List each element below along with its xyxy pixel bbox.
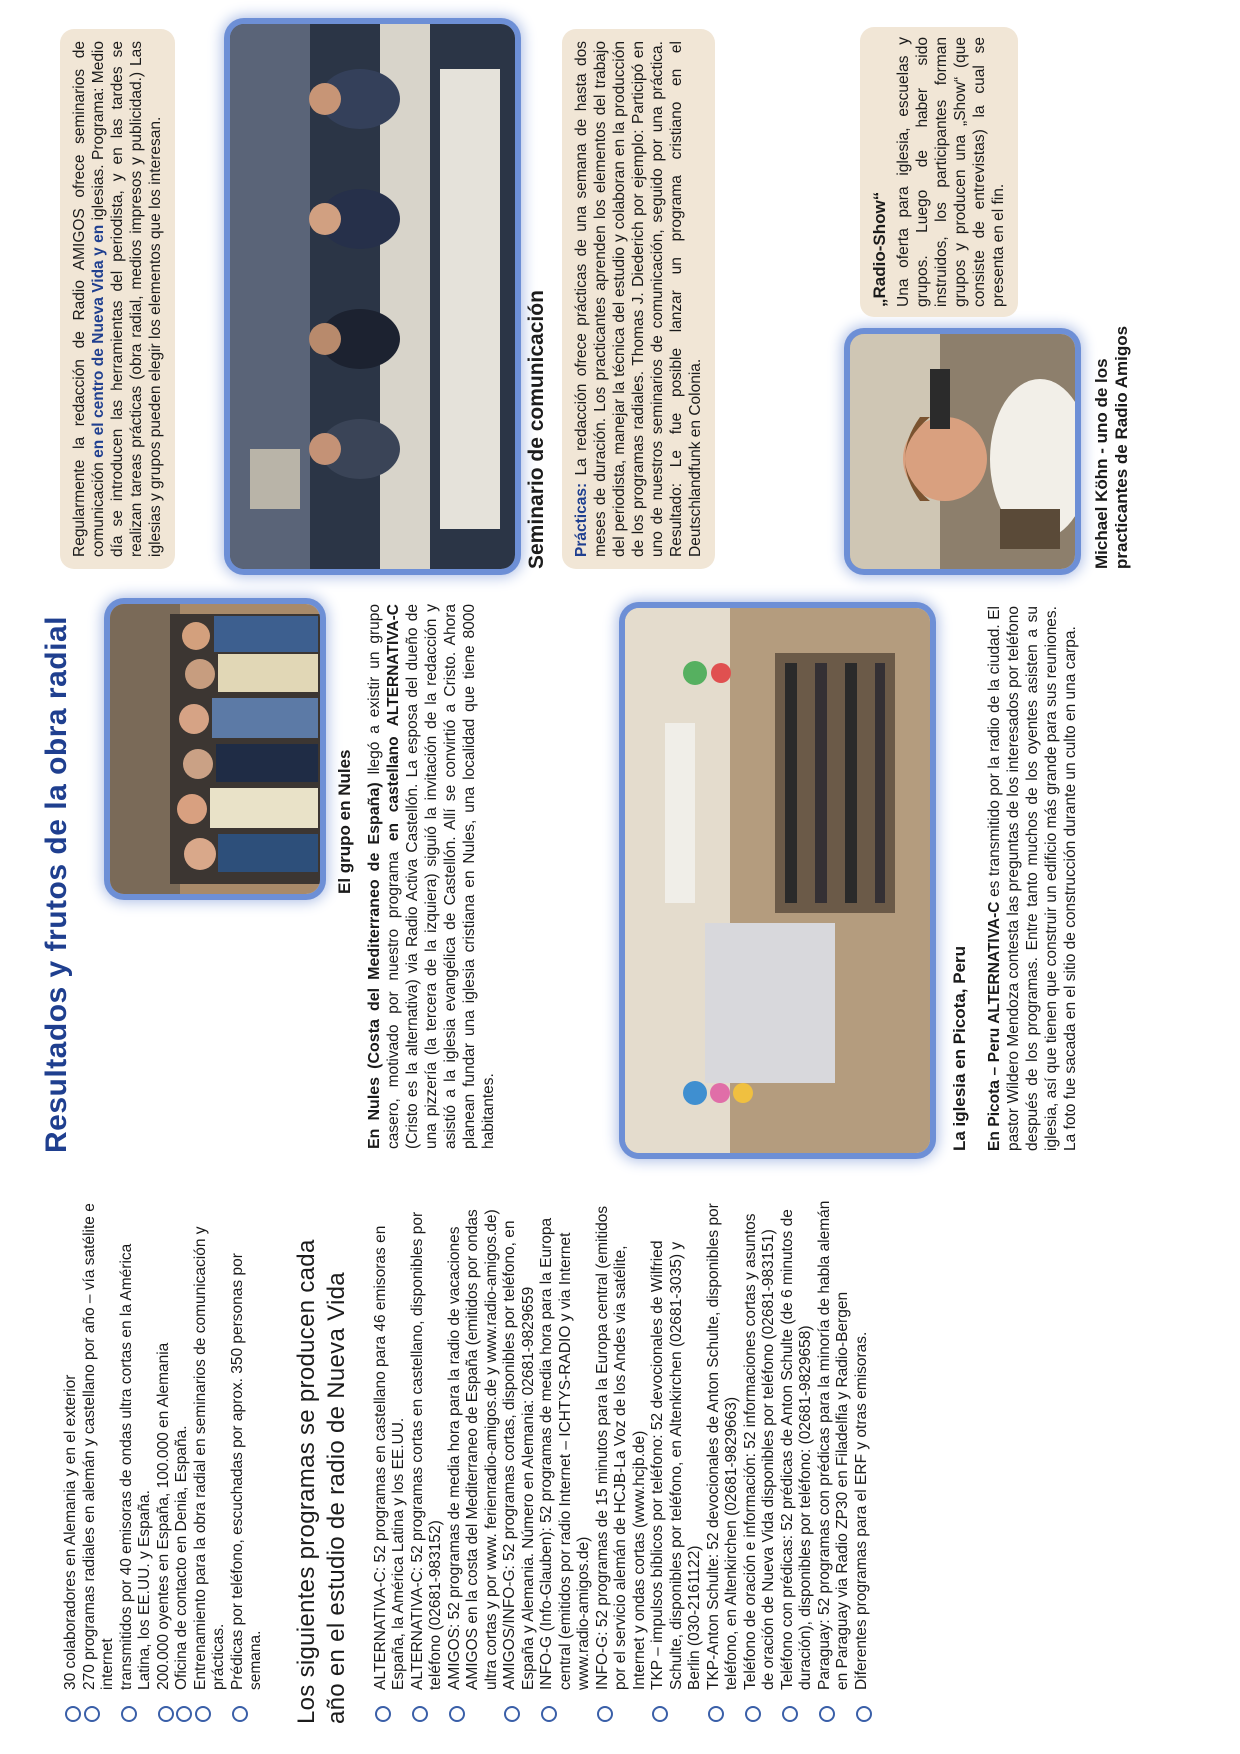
list-item: Teléfono con prédicas: 52 prédicas de Anton Schulte (de 6 minutos de duración), disponibles por teléfono: (02681-9829658) bbox=[779, 1199, 816, 1724]
bullet-circle-icon bbox=[84, 1706, 100, 1722]
group-photo-image bbox=[110, 604, 320, 894]
nules-paragraph: En Nules (Costa del Mediterraneo de España) llegó a existir un grupo casero, motivado por nuestro programa en castellano ALTERNATIVA-C (Cristo es la alternativa) via Radio Activa Castellón. La esposa del dueño de una pizzería (la tercera de la izquiera) siguió la invitación de la redacción y asistió a la iglesia evangélica de Castellón. Allí se convirtió a Cristo. Ahora planean fundar una iglesia cristiana en Nules, una localidad que tiene 8000 habitantes. bbox=[366, 603, 497, 1149]
radio-show-text: Una oferta para iglesia, escuelas y grupos. Luego de haber sido instruidos, los participantes forman grupos y producen una „Show“ (que consiste de entrevistas) la cual se presenta en el fin. bbox=[895, 37, 1007, 307]
list-item: INFO-G: 52 programas de 15 minutos para la Europa central (emitidos por el servicio alemán de HCJB-La Voz de los Andes via satélite, Internet y ondas cortas (www.hcjb.de) bbox=[594, 1199, 650, 1724]
bullet-circle-icon bbox=[232, 1706, 248, 1722]
bullet-circle-icon bbox=[541, 1706, 557, 1722]
seminar-heading: Seminario de comunicación bbox=[525, 290, 548, 569]
list-item: Paraguay: 52 programas con prédicas para la minoría de habla alemán en Paraguay via Radio ZP30 en Filadelfia y Radio-Bergen bbox=[816, 1199, 853, 1724]
list-item: Entrenamiento para la obra radial en seminarios de comunicación y prácticas. bbox=[192, 1199, 229, 1724]
bullet-circle-icon bbox=[504, 1706, 520, 1722]
picota-church-photo bbox=[625, 608, 930, 1153]
picota-caption: La iglesia en Picota, Peru bbox=[950, 945, 969, 1151]
list-item: TKP-Anton Schulte: 52 devocionales de Anton Schulte, disponibles por teléfono, en Altenkirchen (02681-9829663) bbox=[705, 1199, 742, 1724]
list-item: transmitidos por 40 emisoras de ondas ultra cortas en la América Latina, los EE.UU. y España. bbox=[118, 1199, 155, 1724]
bullet-circle-icon bbox=[65, 1706, 81, 1722]
practicas-box: Prácticas: La redacción ofrece prácticas de una semana de hasta dos meses de duración. Los practicantes aprenden los elementos del trabajo del periodista, manejar la técnica del estudio y colaboran en la producción de los programas radiales. Thomas J. Diederich por ejemplo: Participó en uno de nuestros seminarios de comunicación, seguido por una práctica. Resultado: Le fue posible lanzar un programa cristiano en el Deutschlandfunk en Colonia. bbox=[562, 29, 715, 569]
radio-show-box bbox=[860, 27, 1018, 317]
list-item: Diferentes programas para el ERF y otras emisoras. bbox=[853, 1199, 872, 1724]
bullet-circle-icon bbox=[597, 1706, 613, 1722]
bullet-circle-icon bbox=[195, 1706, 211, 1722]
page-title: Resultados y frutos de la obra radial bbox=[40, 616, 73, 1153]
michael-kohn-photo bbox=[850, 334, 1075, 569]
programs-list bbox=[372, 1199, 872, 1724]
seminar-classroom-photo bbox=[230, 24, 515, 569]
bullet-circle-icon bbox=[819, 1706, 835, 1722]
bullet-circle-icon bbox=[412, 1706, 428, 1722]
list-item: Teléfono de oración e información: 52 informaciones cortas y asuntos de oración de Nueva Vida disponibles por teléfono (02681-983151) bbox=[742, 1199, 779, 1724]
list-item: 270 programas radiales en alemán y castellano por año – vía satélite e internet bbox=[81, 1199, 118, 1724]
list-item: INFO-G (Info-Glauben): 52 programas de media hora para la Europa central (emitidos por radio Internet – ICHTYS-RADIO y via Internet www.radio-amigos.de) bbox=[538, 1199, 594, 1724]
nules-caption: El grupo en Nules bbox=[335, 749, 354, 894]
bullet-circle-icon bbox=[121, 1706, 137, 1722]
list-item: 200.000 oyentes en España, 100.000 en Alemania bbox=[155, 1199, 174, 1724]
bullet-circle-icon bbox=[856, 1706, 872, 1722]
list-item: TKP – impulsos bíblicos por teléfono: 52 devocionales de Wilfried Schulte, disponibles por teléfono, en Altenkirchen (02681-3035) y Berlin (030-2161122) bbox=[649, 1199, 705, 1724]
list-item: Oficina de contacto en Denia, España. bbox=[173, 1199, 192, 1724]
list-item: Prédicas por teléfono, escuchadas por aprox. 350 personas por semana. bbox=[229, 1199, 266, 1724]
bullet-circle-icon bbox=[375, 1706, 391, 1722]
bullet-circle-icon bbox=[745, 1706, 761, 1722]
column-seminars bbox=[0, 14, 1240, 569]
bullet-circle-icon bbox=[782, 1706, 798, 1722]
picota-paragraph: En Picota – Peru ALTERNATIVA-C es transmitido por la radio de la ciudad. El pastor Wildero Mendoza contesta las preguntas de los interesados por teléfono después de los programas. Entre tanto muchos de los oyentes asisten a su iglesia, así que tienen que construir un edificio más grande para sus reuniones. La foto fue sacada en el sitio de construcción durante un culto en una carpa. bbox=[986, 606, 1079, 1151]
programs-heading: Los siguientes programas se producen cada año en el estudio de radio de Nueva Vida bbox=[292, 1239, 350, 1724]
radio-show-title: „Radio-Show“ bbox=[870, 191, 889, 307]
church-photo-image bbox=[625, 608, 930, 1153]
list-item: ALTERNATIVA-C: 52 programas en castellano para 46 emisoras en España, la América Latina y los EE.UU. bbox=[372, 1199, 409, 1724]
classroom-photo-image bbox=[230, 24, 515, 569]
bullet-circle-icon bbox=[652, 1706, 668, 1722]
column-statistics-programs bbox=[0, 1199, 1240, 1724]
list-item: AMIGOS: 52 programas de media hora para la radio de vacaciones AMIGOS en la costa del Mediterraneo de España (emitidos por ondas ultra cortas y por www. ferienradio-amigos.de y www.radio-amigos.de) bbox=[446, 1199, 502, 1724]
bullet-circle-icon bbox=[158, 1706, 174, 1722]
student-photo-image bbox=[850, 334, 1075, 569]
bullet-circle-icon bbox=[449, 1706, 465, 1722]
list-item: ALTERNATIVA-C: 52 programas cortas en castellano, disponibles por teléfono (02681-983152) bbox=[409, 1199, 446, 1724]
column-results bbox=[0, 599, 1240, 1159]
bullet-circle-icon bbox=[176, 1706, 192, 1722]
bullet-circle-icon bbox=[708, 1706, 724, 1722]
michael-kohn-caption: Michael Köhn - uno de los practicantes de Radio Amigos bbox=[1092, 325, 1131, 569]
seminar-intro-box: Regularmente la redacción de Radio AMIGOS ofrece seminarios de comunicación en el centro de Nueva Vida y en iglesias. Programa: Medio día se introducen las herramientas del periodista, y en las tardes se realizan tareas prácticas (obra radial, medios impresos y publicidad.) Las iglesias y grupos pueden elegir los elementos que los interesan. bbox=[60, 29, 175, 569]
statistics-list bbox=[62, 1199, 266, 1724]
list-item: AMIGOS/INFO-G: 52 programas cortas, disponibles por teléfono, en España y Alemania. Número en Alemania: 02681-9829659 bbox=[501, 1199, 538, 1724]
list-item: 30 colaboradores en Alemania y en el exterior bbox=[62, 1199, 81, 1724]
nules-group-photo bbox=[110, 604, 320, 894]
